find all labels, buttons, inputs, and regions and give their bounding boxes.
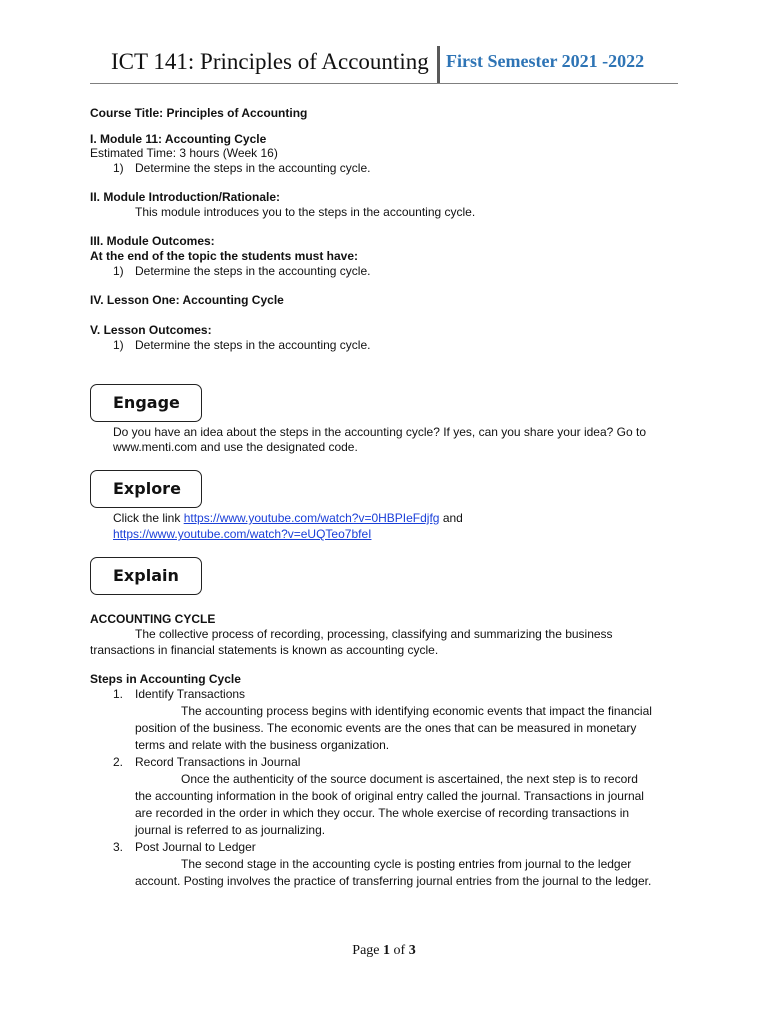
step-text-line: The accounting process begins with identifying economic events that impact the financial (181, 704, 652, 718)
of-word: of (390, 943, 409, 958)
engage-label: Engage (113, 393, 180, 412)
lesson-outcomes-item-number: 1) (113, 338, 124, 352)
step-title: Record Transactions in Journal (135, 755, 301, 769)
explore-prefix: Click the link (113, 511, 184, 525)
intro-heading: II. Module Introduction/Rationale: (90, 190, 280, 204)
step-text-line: are recorded in the order in which they occur. The whole exercise of recording transactions in (135, 806, 630, 820)
module-item: Determine the steps in the accounting cycle. (135, 161, 371, 175)
outcomes-subheading: At the end of the topic the students must have: (90, 249, 359, 263)
course-title: Course Title: Principles of Accounting (90, 106, 308, 120)
step-number: 2. (113, 755, 124, 769)
step-text-line: position of the business. The economic events are the ones that can be measured in monetary (135, 721, 637, 735)
step-text-line: the accounting information in the book of original entry called the journal. Transactions in journal (135, 789, 644, 803)
step-text-line: journal is referred to as journalizing. (135, 823, 326, 837)
step-title: Post Journal to Ledger (135, 840, 256, 854)
youtube-link-2[interactable]: https://www.youtube.com/watch?v=eUQTeo7bfeI (113, 527, 372, 541)
accounting-cycle-line2: transactions in financial statements is known as accounting cycle. (90, 643, 439, 657)
step-number: 3. (113, 840, 124, 854)
lesson-heading: IV. Lesson One: Accounting Cycle (90, 293, 284, 307)
explore-text-line2 (113, 527, 371, 542)
youtube-link-1[interactable]: https://www.youtube.com/watch?v=0HBPIeFdjfg (183, 511, 440, 525)
page-number: 1 (383, 943, 391, 958)
step-text-line: The second stage in the accounting cycle is posting entries from journal to the ledger (181, 857, 632, 871)
explore-box (90, 470, 202, 508)
explore-mid: and (439, 511, 463, 525)
page-word: Page (352, 943, 384, 958)
lesson-outcomes-heading: V. Lesson Outcomes: (90, 323, 212, 337)
explain-label: Explain (113, 566, 179, 585)
outcomes-item-number: 1) (113, 264, 124, 278)
engage-text-line1: Do you have an idea about the steps in the accounting cycle? If yes, can you share your idea? Go to (113, 425, 647, 439)
header-rule (90, 83, 678, 84)
engage-box (90, 384, 202, 422)
step-text-line: Once the authenticity of the source document is ascertained, the next step is to record (181, 772, 638, 786)
step-number: 1. (113, 687, 124, 701)
document-title: ICT 141: Principles of Accounting (111, 49, 429, 74)
estimated-time: Estimated Time: 3 hours (Week 16) (90, 146, 278, 160)
page-total: 3 (408, 943, 416, 958)
accounting-cycle-line1: The collective process of recording, processing, classifying and summarizing the business (135, 627, 613, 641)
step-text-line: terms and relate with the business organization. (135, 738, 390, 752)
accounting-cycle-heading: ACCOUNTING CYCLE (90, 612, 216, 626)
engage-text-line2: www.menti.com and use the designated code. (113, 440, 358, 454)
explore-label: Explore (113, 479, 181, 498)
step-text-line: account. Posting involves the practice of transferring journal entries from the journal to the ledger. (135, 874, 652, 888)
module-heading: I. Module 11: Accounting Cycle (90, 132, 267, 146)
explain-box (90, 557, 202, 595)
explore-text-line1 (113, 511, 463, 526)
steps-heading: Steps in Accounting Cycle (90, 672, 241, 686)
module-item-number: 1) (113, 161, 124, 175)
step-title: Identify Transactions (135, 687, 246, 701)
lesson-outcomes-item: Determine the steps in the accounting cycle. (135, 338, 371, 352)
header-divider (437, 46, 440, 83)
outcomes-item: Determine the steps in the accounting cycle. (135, 264, 371, 278)
outcomes-heading: III. Module Outcomes: (90, 234, 215, 248)
intro-text: This module introduces you to the steps in the accounting cycle. (135, 205, 476, 219)
page-footer (0, 943, 768, 959)
semester-label: First Semester 2021 -2022 (446, 51, 645, 71)
